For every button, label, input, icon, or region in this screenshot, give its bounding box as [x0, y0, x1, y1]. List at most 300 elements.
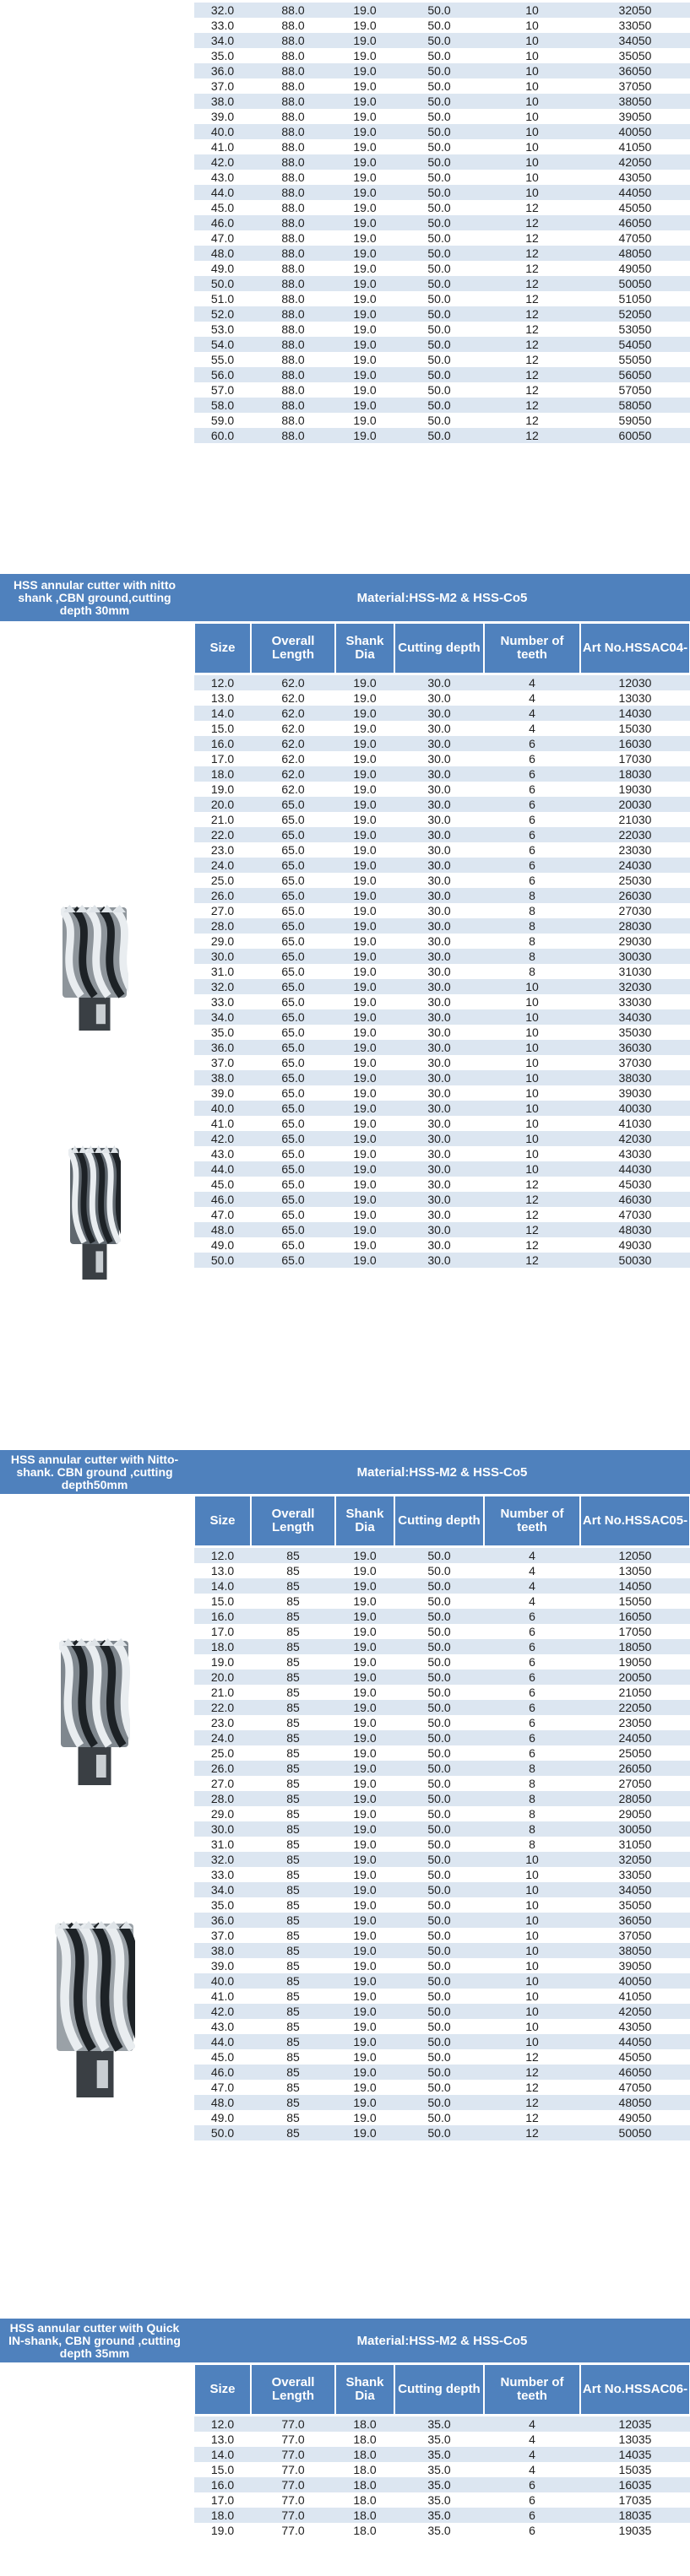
table-cell: 19.0	[353, 1193, 377, 1206]
table-cell: 32030	[618, 980, 652, 993]
table-cell: 50.0	[427, 1822, 451, 1836]
table-cell: 50050	[618, 277, 652, 290]
table-cell: 27.0	[210, 1777, 235, 1790]
table-cell: 19.0	[353, 110, 377, 123]
table-cell: 50.0	[427, 1625, 451, 1638]
table-cell: 35.0	[210, 1898, 235, 1912]
table-cell: 19.0	[353, 1670, 377, 1684]
table-cell: 44.0	[210, 186, 235, 199]
table-cell: 19.0	[353, 1117, 377, 1130]
table-cell: 10	[525, 995, 539, 1009]
table-cell: 18.0	[353, 2478, 377, 2492]
table-cell: 19.0	[353, 1837, 377, 1851]
table-row	[194, 994, 690, 1009]
table-cell: 19.0	[353, 676, 377, 690]
column-header: Number of teeth	[485, 2365, 579, 2414]
table-cell: 12	[525, 292, 539, 306]
table-cell: 10	[525, 1117, 539, 1130]
table-cell: 12	[525, 201, 539, 214]
table-row	[194, 337, 690, 352]
table-cell: 45050	[618, 201, 652, 214]
table-cell: 6	[529, 1670, 535, 1684]
table-cell: 49.0	[210, 262, 235, 275]
table-row	[194, 766, 690, 782]
table-cell: 19.0	[353, 798, 377, 811]
table-cell: 65.0	[281, 813, 305, 826]
table-cell: 30.0	[427, 722, 451, 735]
table-cell: 10	[525, 1959, 539, 1973]
section-title-band	[0, 2319, 690, 2362]
table-cell: 55.0	[210, 353, 235, 366]
table-cell: 30.0	[427, 843, 451, 857]
table-cell: 30.0	[427, 904, 451, 917]
table-cell: 10	[525, 3, 539, 17]
table-cell: 50.0	[427, 1610, 451, 1623]
table-cell: 19.0	[353, 1625, 377, 1638]
table-cell: 43050	[618, 170, 652, 184]
table-cell: 18.0	[210, 2508, 235, 2522]
table-cell: 35050	[618, 1898, 652, 1912]
table-cell: 77.0	[281, 2448, 305, 2461]
table-cell: 50.0	[427, 2081, 451, 2094]
material-label: Material:HSS-M2 & HSS-Co5	[356, 590, 528, 605]
table-cell: 10	[525, 1101, 539, 1115]
table-cell: 27.0	[210, 904, 235, 917]
table-row	[194, 1867, 690, 1882]
table-row	[194, 1806, 690, 1821]
table-cell: 44.0	[210, 1162, 235, 1176]
table-cell: 32.0	[210, 980, 235, 993]
table-cell: 50.0	[427, 1746, 451, 1760]
table-cell: 4	[529, 2448, 535, 2461]
table-cell: 30.0	[427, 1026, 451, 1039]
table-row	[194, 934, 690, 949]
table-cell: 17035	[618, 2493, 652, 2507]
table-row	[194, 1913, 690, 1928]
table-row	[194, 2110, 690, 2125]
table-cell: 4	[529, 676, 535, 690]
table-row	[194, 1624, 690, 1639]
table-cell: 65.0	[281, 1026, 305, 1039]
table-cell: 40.0	[210, 125, 235, 138]
table-cell: 85	[286, 1746, 300, 1760]
table-cell: 33.0	[210, 19, 235, 32]
table-cell: 30.0	[427, 889, 451, 902]
table-cell: 88.0	[281, 49, 305, 62]
table-cell: 50.0	[427, 1868, 451, 1881]
table-cell: 88.0	[281, 307, 305, 321]
table-cell: 50.0	[210, 1253, 235, 1267]
table-row	[194, 215, 690, 230]
table-cell: 30.0	[427, 1056, 451, 1069]
table-cell: 25030	[618, 874, 652, 887]
table-cell: 40.0	[210, 1974, 235, 1988]
table-cell: 10	[525, 1010, 539, 1024]
table-row	[194, 322, 690, 337]
table-cell: 19.0	[210, 1655, 235, 1669]
table-cell: 12.0	[210, 1549, 235, 1562]
table-cell: 10	[525, 19, 539, 32]
table-row	[194, 2462, 690, 2477]
table-row	[194, 1563, 690, 1578]
table-cell: 65.0	[281, 828, 305, 842]
table-cell: 50.0	[427, 246, 451, 260]
table-cell: 34.0	[210, 34, 235, 47]
table-cell: 88.0	[281, 64, 305, 78]
table-cell: 19.0	[353, 368, 377, 382]
table-cell: 45030	[618, 1177, 652, 1191]
table-row	[194, 185, 690, 200]
table-cell: 6	[529, 2524, 535, 2537]
table-cell: 39.0	[210, 110, 235, 123]
table-cell: 19.0	[353, 858, 377, 872]
table-cell: 35.0	[210, 1026, 235, 1039]
table-cell: 47.0	[210, 1208, 235, 1221]
table-cell: 62.0	[281, 782, 305, 796]
table-cell: 49.0	[210, 1238, 235, 1252]
table-cell: 16050	[618, 1610, 652, 1623]
table-cell: 50.0	[427, 2005, 451, 2018]
section-title-band	[0, 1450, 690, 1494]
table-cell: 19.0	[353, 262, 377, 275]
table-cell: 10	[525, 2020, 539, 2033]
table-cell: 30030	[618, 950, 652, 963]
table-cell: 88.0	[281, 201, 305, 214]
table-cell: 6	[529, 858, 535, 872]
table-cell: 65.0	[281, 1162, 305, 1176]
table-cell: 18.0	[353, 2417, 377, 2431]
table-cell: 85	[286, 2126, 300, 2140]
table-cell: 12	[525, 2081, 539, 2094]
table-cell: 88.0	[281, 353, 305, 366]
table-cell: 18.0	[353, 2448, 377, 2461]
table-cell: 10	[525, 110, 539, 123]
table-cell: 28030	[618, 919, 652, 933]
column-header: Art No.HSSAC06-	[581, 2365, 689, 2414]
table-cell: 50.0	[427, 140, 451, 154]
table-cell: 10	[525, 64, 539, 78]
table-cell: 50.0	[427, 34, 451, 47]
table-cell: 50.0	[427, 414, 451, 427]
table-cell: 44.0	[210, 2035, 235, 2048]
table-cell: 19.0	[353, 1701, 377, 1714]
table-cell: 26050	[618, 1762, 652, 1775]
table-row	[194, 2523, 690, 2538]
table-row	[194, 1055, 690, 1070]
table-cell: 65.0	[281, 1010, 305, 1024]
table-cell: 21.0	[210, 813, 235, 826]
table-cell: 19.0	[353, 737, 377, 750]
table-cell: 52.0	[210, 307, 235, 321]
table-cell: 10	[525, 1162, 539, 1176]
table-cell: 36050	[618, 1913, 652, 1927]
table-cell: 85	[286, 1944, 300, 1957]
table-cell: 50.0	[427, 338, 451, 351]
table-cell: 29.0	[210, 934, 235, 948]
table-cell: 6	[529, 1625, 535, 1638]
table-row	[194, 1761, 690, 1776]
table-cell: 19.0	[353, 414, 377, 427]
table-row	[194, 782, 690, 797]
table-cell: 15.0	[210, 2463, 235, 2476]
table-cell: 50.0	[210, 277, 235, 290]
table-cell: 19.0	[353, 338, 377, 351]
table-cell: 30.0	[427, 1223, 451, 1237]
table-cell: 31030	[618, 965, 652, 978]
table-cell: 30.0	[427, 737, 451, 750]
table-cell: 19.0	[353, 1026, 377, 1039]
table-cell: 19.0	[353, 353, 377, 366]
table-cell: 30.0	[427, 813, 451, 826]
table-cell: 88.0	[281, 19, 305, 32]
table-cell: 6	[529, 767, 535, 781]
table-row	[194, 124, 690, 139]
table-cell: 65.0	[281, 1238, 305, 1252]
table-cell: 19.0	[353, 1132, 377, 1145]
table-cell: 10	[525, 49, 539, 62]
table-row	[194, 1237, 690, 1253]
table-cell: 30.0	[427, 1162, 451, 1176]
table-cell: 30.0	[427, 1177, 451, 1191]
table-cell: 65.0	[281, 1208, 305, 1221]
table-cell: 19.0	[353, 2005, 377, 2018]
table-cell: 30.0	[427, 1010, 451, 1024]
table-cell: 19.0	[353, 186, 377, 199]
table-cell: 50.0	[427, 2096, 451, 2109]
table-cell: 48.0	[210, 2096, 235, 2109]
column-header: Shank Dia	[336, 1496, 394, 1545]
table-cell: 17.0	[210, 1625, 235, 1638]
table-cell: 19.0	[353, 1208, 377, 1221]
table-cell: 50.0	[427, 1670, 451, 1684]
table-cell: 41030	[618, 1117, 652, 1130]
table-cell: 18.0	[353, 2508, 377, 2522]
table-cell: 37.0	[210, 1929, 235, 1942]
material-label: Material:HSS-M2 & HSS-Co5	[356, 1464, 528, 1480]
table-cell: 65.0	[281, 980, 305, 993]
table-cell: 10	[525, 1056, 539, 1069]
table-row	[194, 94, 690, 109]
table-cell: 6	[529, 782, 535, 796]
table-cell: 10	[525, 980, 539, 993]
table-cell: 60050	[618, 429, 652, 442]
table-cell: 19.0	[353, 874, 377, 887]
table-cell: 50.0	[427, 1913, 451, 1927]
table-row	[194, 1101, 690, 1116]
table-cell: 85	[286, 1594, 300, 1608]
table-row	[194, 2416, 690, 2432]
table-cell: 10	[525, 1041, 539, 1054]
table-row	[194, 1192, 690, 1207]
table-cell: 6	[529, 1655, 535, 1669]
column-header: Cutting depth	[395, 1496, 483, 1545]
table-cell: 29.0	[210, 1807, 235, 1821]
table-cell: 19.0	[353, 277, 377, 290]
table-cell: 38.0	[210, 95, 235, 108]
table-cell: 85	[286, 1853, 300, 1866]
table-cell: 85	[286, 2096, 300, 2109]
table-cell: 44050	[618, 186, 652, 199]
table-cell: 32.0	[210, 3, 235, 17]
table-cell: 12	[525, 2065, 539, 2079]
table-row	[194, 2034, 690, 2049]
table-row	[194, 2095, 690, 2110]
table-cell: 24030	[618, 858, 652, 872]
table-cell: 10	[525, 1974, 539, 1988]
table-row	[194, 736, 690, 751]
table-cell: 10	[525, 1898, 539, 1912]
table-cell: 50.0	[427, 216, 451, 230]
table-cell: 10	[525, 1853, 539, 1866]
table-cell: 31.0	[210, 965, 235, 978]
table-cell: 50.0	[427, 1686, 451, 1699]
table-row	[194, 1548, 690, 1563]
table-cell: 19.0	[353, 2065, 377, 2079]
table-cell: 85	[286, 1959, 300, 1973]
table-cell: 24.0	[210, 1731, 235, 1745]
table-cell: 40050	[618, 1974, 652, 1988]
table-cell: 19.0	[353, 1731, 377, 1745]
table-row	[194, 1958, 690, 1973]
table-cell: 65.0	[281, 919, 305, 933]
table-cell: 62.0	[281, 722, 305, 735]
table-cell: 28050	[618, 1792, 652, 1805]
table-cell: 42050	[618, 2005, 652, 2018]
table-cell: 50.0	[427, 1807, 451, 1821]
table-cell: 17030	[618, 752, 652, 766]
table-cell: 77.0	[281, 2478, 305, 2492]
table-cell: 85	[286, 1564, 300, 1578]
table-row	[194, 398, 690, 413]
table-cell: 32050	[618, 1853, 652, 1866]
table-cell: 4	[529, 1564, 535, 1578]
table-cell: 19.0	[353, 995, 377, 1009]
table-cell: 19.0	[353, 64, 377, 78]
table-cell: 65.0	[281, 889, 305, 902]
section-title: HSS annular cutter with nitto shank ,CBN ground,cutting depth 30mm	[13, 577, 177, 617]
table-cell: 65.0	[281, 1253, 305, 1267]
table-cell: 50.0	[427, 1883, 451, 1897]
table-cell: 35.0	[427, 2463, 451, 2476]
table-row	[194, 2125, 690, 2140]
table-row	[194, 1791, 690, 1806]
table-row	[194, 230, 690, 246]
table-cell: 56050	[618, 368, 652, 382]
table-row	[194, 2477, 690, 2492]
table-cell: 10	[525, 95, 539, 108]
table-cell: 50.0	[427, 110, 451, 123]
table-cell: 16030	[618, 737, 652, 750]
table-cell: 6	[529, 1640, 535, 1653]
table-cell: 62.0	[281, 706, 305, 720]
table-cell: 58050	[618, 398, 652, 412]
table-row	[194, 428, 690, 443]
table-cell: 77.0	[281, 2417, 305, 2431]
table-cell: 19.0	[353, 1610, 377, 1623]
table-cell: 19.0	[353, 1147, 377, 1161]
table-cell: 30050	[618, 1822, 652, 1836]
table-cell: 12	[525, 1238, 539, 1252]
table-cell: 19.0	[353, 1549, 377, 1562]
table-cell: 18.0	[353, 2433, 377, 2446]
table-cell: 12	[525, 231, 539, 245]
table-cell: 88.0	[281, 262, 305, 275]
table-row	[194, 78, 690, 94]
table-row	[194, 2508, 690, 2523]
table-cell: 85	[286, 2065, 300, 2079]
table-cell: 50.0	[427, 1792, 451, 1805]
table-cell: 20030	[618, 798, 652, 811]
table-cell: 50.0	[427, 1898, 451, 1912]
table-row	[194, 1131, 690, 1146]
table-cell: 37.0	[210, 1056, 235, 1069]
table-row	[194, 842, 690, 858]
table-cell: 22050	[618, 1701, 652, 1714]
table-cell: 19.0	[353, 2111, 377, 2124]
table-cell: 47030	[618, 1208, 652, 1221]
table-cell: 14.0	[210, 2448, 235, 2461]
table-row	[194, 1943, 690, 1958]
table-cell: 30.0	[210, 1822, 235, 1836]
table-cell: 19.0	[353, 980, 377, 993]
table-row	[194, 246, 690, 261]
table-cell: 37030	[618, 1056, 652, 1069]
table-cell: 19.0	[353, 752, 377, 766]
table-cell: 30.0	[427, 752, 451, 766]
table-cell: 10	[525, 34, 539, 47]
table-row	[194, 367, 690, 382]
table-cell: 20.0	[210, 1670, 235, 1684]
table-cell: 38050	[618, 1944, 652, 1957]
table-cell: 77.0	[281, 2493, 305, 2507]
table-cell: 65.0	[281, 934, 305, 948]
table-row	[194, 858, 690, 873]
table-cell: 6	[529, 2493, 535, 2507]
table-cell: 41050	[618, 1989, 652, 2003]
table-cell: 65.0	[281, 1193, 305, 1206]
table-cell: 18.0	[210, 767, 235, 781]
table-cell: 65.0	[281, 1056, 305, 1069]
table-row	[194, 1222, 690, 1237]
table-cell: 85	[286, 1792, 300, 1805]
table-cell: 65.0	[281, 1177, 305, 1191]
table-cell: 19.0	[353, 1071, 377, 1085]
table-cell: 65.0	[281, 798, 305, 811]
table-row	[194, 63, 690, 78]
table-row	[194, 1715, 690, 1730]
table-cell: 33.0	[210, 995, 235, 1009]
table-cell: 12	[525, 383, 539, 397]
table-cell: 35.0	[427, 2493, 451, 2507]
table-cell: 50.0	[427, 231, 451, 245]
table-cell: 50.0	[427, 1640, 451, 1653]
table-cell: 12	[525, 368, 539, 382]
table-cell: 19.0	[353, 1792, 377, 1805]
table-cell: 10	[525, 1147, 539, 1161]
table-cell: 16.0	[210, 1610, 235, 1623]
table-row	[194, 1578, 690, 1594]
table-cell: 50.0	[427, 125, 451, 138]
table-cell: 53050	[618, 322, 652, 336]
table-cell: 46050	[618, 2065, 652, 2079]
table-cell: 19.0	[353, 934, 377, 948]
table-cell: 18.0	[210, 1640, 235, 1653]
table-cell: 19.0	[353, 1822, 377, 1836]
table-cell: 19.0	[353, 691, 377, 705]
table-cell: 12	[525, 2096, 539, 2109]
table-cell: 12	[525, 1223, 539, 1237]
table-cell: 19.0	[353, 1594, 377, 1608]
